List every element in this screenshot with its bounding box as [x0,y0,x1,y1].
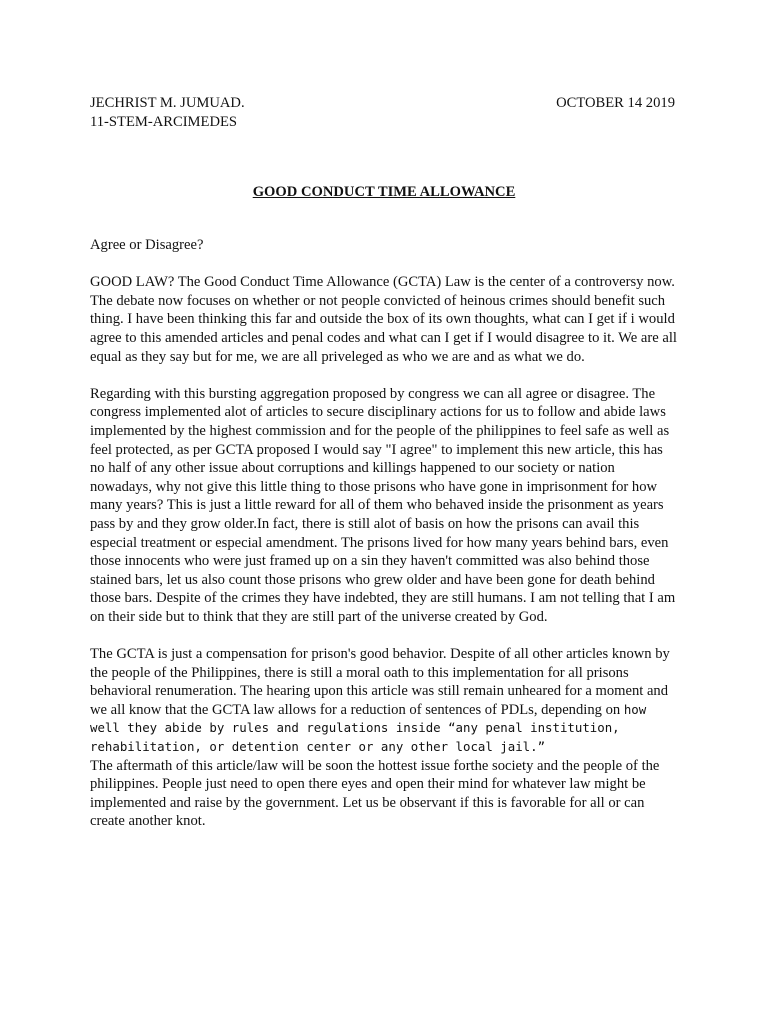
author-name: JECHRIST M. JUMUAD. [90,95,245,111]
document-body [90,236,680,831]
paragraph-3 [90,645,680,757]
law-quote: how well they abide by rules and regulations inside “any penal institution, rehabilitation, or detention center or any other local jail.” [90,701,647,755]
paragraph-4: The aftermath of this article/law will be soon the hottest issue forthe society and the people of the philippines. People just need to open there eyes and open their mind for whatever law might be implemented and raise by the government. Let us be observant if this is favorable for all or can create another knot. [90,757,660,830]
document-title: GOOD CONDUCT TIME ALLOWANCE [252,184,516,200]
paragraph-1: GOOD LAW? The Good Conduct Time Allowance (GCTA) Law is the center of a controversy now. The debate now focuses on whether or not people convicted of heinous crimes should benefit such thing. I have been thinking this far and outside the box of its own thoughts, what can I get if i would agree to this amended articles and penal codes and what can I get if I would disagree to it. We are all equal as they say but for me, we are all priveleged as who we are and as what we do. [90,274,677,365]
document-date: OCTOBER 14 2019 [556,95,675,111]
question-line: Agree or Disagree? [90,237,204,253]
document-header [90,94,675,131]
author-block [90,94,245,131]
paragraph-2: Regarding with this bursting aggregation proposed by congress we can all agree or disagree. The congress implemented alot of articles to secure disciplinary actions for us to follow and abide laws implemented by the highest commission and for the people of the philippines to feel safe as well as feel protected, as per GCTA proposed I would say "I agree" to implement this new article, this has no half of any other issue about corruptions and killings happened to our society or nation nowadays, why not give this little thing to those prisons who have gone in imprisonment for how many years? This is just a little reward for all of them who behaved inside the prisonment as years pass by and they grow older.In fact, there is still alot of basis on how the prisons can avail this especial treatment or especial amendment. The prisons lived for how many years behind bars, even those innocents who were just framed up on a sin they haven't committed was also behind those stained bars, let us also count those prisons who grew older and have been gone for death behind those bars. Despite of the crimes they have indebted, they are still humans. I am not telling that I am on their side but to think that they are still part of the universe created by God. [90,385,676,625]
paragraph-3-main: The GCTA is just a compensation for prison's good behavior. Despite of all other articles known by the people of the Philippines, there is still a moral oath to this implementation for all prisons behavioral renumeration. The hearing upon this article was still remain unheared for a moment and we all know that the GCTA law allows for a reduction of sentences of PDLs, depending on [90,646,670,718]
author-section: 11-STEM-ARCIMEDES [90,113,238,130]
